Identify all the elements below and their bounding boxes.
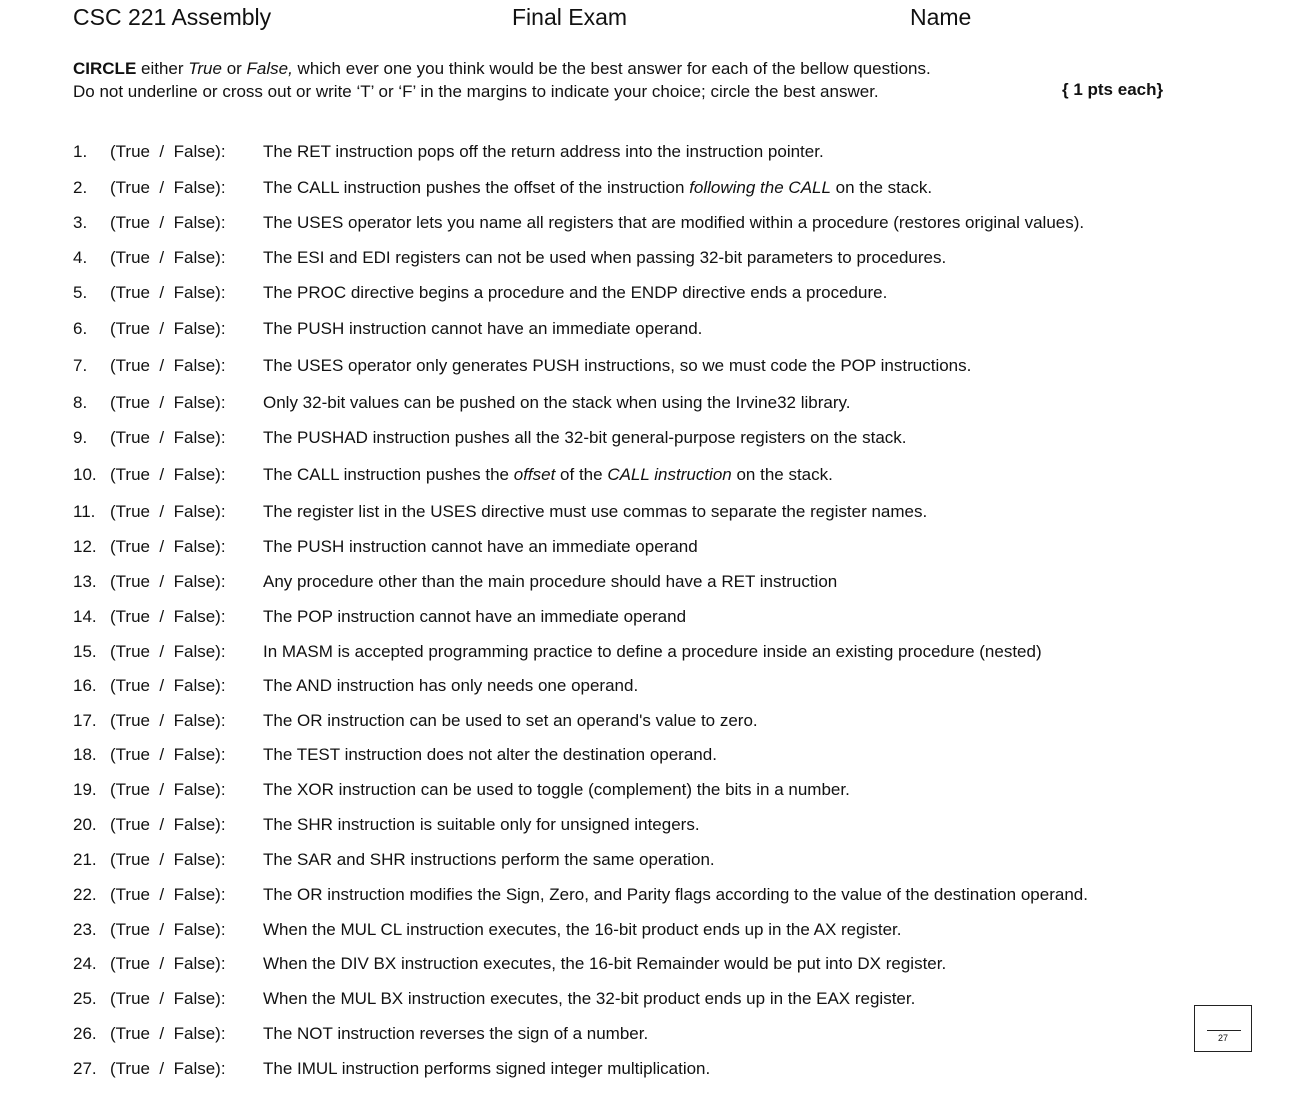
question-text-segment: The SAR and SHR instructions perform the same operation. <box>263 850 715 869</box>
question-text-segment: When the MUL CL instruction executes, the 16-bit product ends up in the AX register. <box>263 920 902 939</box>
question-text-segment: of the <box>555 465 608 484</box>
question-number: 10. <box>73 465 97 484</box>
true-false-choice[interactable]: (True / False): <box>110 676 226 695</box>
question-text <box>263 354 971 378</box>
question-text-segment: The NOT instruction reverses the sign of a number. <box>263 1024 649 1043</box>
question-text-segment: The PUSH instruction cannot have an immediate operand <box>263 537 698 556</box>
question-text <box>263 848 715 872</box>
question-number: 7. <box>73 356 88 375</box>
true-false-choice[interactable]: (True / False): <box>110 465 226 484</box>
question-number: 12. <box>73 537 97 556</box>
question-text-segment: The POP instruction cannot have an immediate operand <box>263 607 687 626</box>
question-text-segment: The CALL instruction pushes the <box>263 465 514 484</box>
question-text <box>263 317 702 341</box>
question-number: 19. <box>73 780 97 799</box>
question-text-segment: on the stack. <box>731 465 833 484</box>
true-false-choice[interactable]: (True / False): <box>110 283 226 302</box>
question-text <box>263 211 1084 235</box>
question-text <box>263 987 915 1011</box>
true-false-choice[interactable]: (True / False): <box>110 815 226 834</box>
question-number: 3. <box>73 213 88 232</box>
question-text <box>263 281 887 305</box>
true-false-choice[interactable]: (True / False): <box>110 142 226 161</box>
question-number: 2. <box>73 178 88 197</box>
true-false-choice[interactable]: (True / False): <box>110 780 226 799</box>
question-text-segment: The PROC directive begins a procedure and the ENDP directive ends a procedure. <box>263 283 888 302</box>
question-text <box>263 176 932 200</box>
true-false-choice[interactable]: (True / False): <box>110 1059 226 1078</box>
question-text-segment: The PUSHAD instruction pushes all the 32-bit general-purpose registers on the stack. <box>263 428 907 447</box>
question-text <box>263 605 686 629</box>
true-false-choice[interactable]: (True / False): <box>110 393 226 412</box>
question-text-segment: When the MUL BX instruction executes, the 32-bit product ends up in the EAX register. <box>263 989 916 1008</box>
question-number: 25. <box>73 989 97 1008</box>
question-number: 27. <box>73 1059 97 1078</box>
question-text-segment: The OR instruction can be used to set an operand's value to zero. <box>263 711 758 730</box>
question-text-segment: The register list in the USES directive must use commas to separate the register names. <box>263 502 928 521</box>
true-false-choice[interactable]: (True / False): <box>110 607 226 626</box>
question-text-segment: offset <box>513 465 556 484</box>
true-false-choice[interactable]: (True / False): <box>110 537 226 556</box>
question-text <box>263 391 850 415</box>
question-text-segment: The XOR instruction can be used to toggle (complement) the bits in a number. <box>263 780 850 799</box>
question-number: 6. <box>73 319 88 338</box>
question-text <box>263 813 700 837</box>
true-false-choice[interactable]: (True / False): <box>110 642 226 661</box>
true-false-choice[interactable]: (True / False): <box>110 989 226 1008</box>
question-text-segment: The TEST instruction does not alter the destination operand. <box>263 745 717 764</box>
question-text <box>263 246 946 270</box>
instruction-line-2: Do not underline or cross out or write ‘T’ or ‘F’ in the margins to indicate your choice; circle the best answer. <box>73 82 879 101</box>
question-number: 13. <box>73 572 97 591</box>
question-number: 22. <box>73 885 97 904</box>
question-number: 23. <box>73 920 97 939</box>
question-text-segment: Only 32-bit values can be pushed on the stack when using the Irvine32 library. <box>263 393 851 412</box>
question-text <box>263 778 850 802</box>
true-false-choice[interactable]: (True / False): <box>110 178 226 197</box>
true-false-choice[interactable]: (True / False): <box>110 213 226 232</box>
true-false-choice[interactable]: (True / False): <box>110 954 226 973</box>
true-false-choice[interactable]: (True / False): <box>110 572 226 591</box>
question-number: 8. <box>73 393 88 412</box>
true-false-choice[interactable]: (True / False): <box>110 428 226 447</box>
true-false-choice[interactable]: (True / False): <box>110 850 226 869</box>
points-label: { 1 pts each} <box>1062 80 1164 99</box>
question-text-segment: The PUSH instruction cannot have an immediate operand. <box>263 319 703 338</box>
question-text-segment: The USES operator only generates PUSH instructions, so we must code the POP instructions. <box>263 356 972 375</box>
question-text-segment: on the stack. <box>830 178 933 197</box>
question-text-segment: The RET instruction pops off the return address into the instruction pointer. <box>263 142 824 161</box>
question-text-segment: In MASM is accepted programming practice to define a procedure inside an existing procedure (nested) <box>263 642 1042 661</box>
question-text-segment: The AND instruction has only needs one operand. <box>263 676 639 695</box>
question-number: 14. <box>73 607 97 626</box>
question-text <box>263 1057 710 1081</box>
question-number: 11. <box>73 502 96 521</box>
question-number: 26. <box>73 1024 97 1043</box>
true-false-choice[interactable]: (True / False): <box>110 1024 226 1043</box>
question-text <box>263 500 927 524</box>
question-number: 17. <box>73 711 97 730</box>
true-false-choice[interactable]: (True / False): <box>110 745 226 764</box>
score-line <box>1207 1030 1241 1031</box>
true-false-choice[interactable]: (True / False): <box>110 502 226 521</box>
question-text-segment: The CALL instruction pushes the offset of the instruction <box>263 178 690 197</box>
question-number: 5. <box>73 283 88 302</box>
question-text <box>263 674 638 698</box>
question-text-segment: The OR instruction modifies the Sign, Zero, and Parity flags according to the value of the destination operand. <box>263 885 1088 904</box>
true-false-choice[interactable]: (True / False): <box>110 248 226 267</box>
question-number: 9. <box>73 428 88 447</box>
question-text-segment: The ESI and EDI registers can not be used when passing 32-bit parameters to procedures. <box>263 248 947 267</box>
question-text-segment: The SHR instruction is suitable only for unsigned integers. <box>263 815 700 834</box>
question-text <box>263 709 758 733</box>
question-text-segment: When the DIV BX instruction executes, the 16-bit Remainder would be put into DX register. <box>263 954 947 973</box>
question-text <box>263 640 1042 664</box>
instruction-line-1: CIRCLE either True or False, which ever one you think would be the best answer for each of the bellow questions. <box>73 59 931 78</box>
question-number: 4. <box>73 248 88 267</box>
question-number: 20. <box>73 815 97 834</box>
true-false-choice[interactable]: (True / False): <box>110 711 226 730</box>
question-number: 24. <box>73 954 97 973</box>
question-text-segment: The USES operator lets you name all registers that are modified within a procedure (restores original values). <box>263 213 1085 232</box>
question-text <box>263 743 717 767</box>
question-number: 15. <box>73 642 97 661</box>
question-number: 1. <box>73 142 88 161</box>
question-text <box>263 140 824 164</box>
question-number: 16. <box>73 676 97 695</box>
question-text-segment: The IMUL instruction performs signed integer multiplication. <box>263 1059 711 1078</box>
question-text <box>263 952 946 976</box>
question-text <box>263 1022 648 1046</box>
question-number: 21. <box>73 850 97 869</box>
question-number: 18. <box>73 745 97 764</box>
exam-title: Final Exam <box>512 4 628 30</box>
true-false-choice[interactable]: (True / False): <box>110 920 226 939</box>
true-false-choice[interactable]: (True / False): <box>110 885 226 904</box>
score-box <box>1194 1005 1252 1052</box>
question-text-segment: following the CALL <box>689 178 831 197</box>
true-false-choice[interactable]: (True / False): <box>110 319 226 338</box>
question-text <box>263 883 1088 907</box>
question-text <box>263 535 698 559</box>
question-text <box>263 570 837 594</box>
question-text-segment: Any procedure other than the main procedure should have a RET instruction <box>263 572 838 591</box>
score-total: 27 <box>1217 1033 1228 1043</box>
question-text-segment: CALL instruction <box>607 465 732 484</box>
course-title: CSC 221 Assembly <box>73 4 272 30</box>
true-false-choice[interactable]: (True / False): <box>110 356 226 375</box>
question-text <box>263 918 901 942</box>
question-text <box>263 463 833 487</box>
question-text <box>263 426 907 450</box>
name-label: Name <box>910 4 972 30</box>
